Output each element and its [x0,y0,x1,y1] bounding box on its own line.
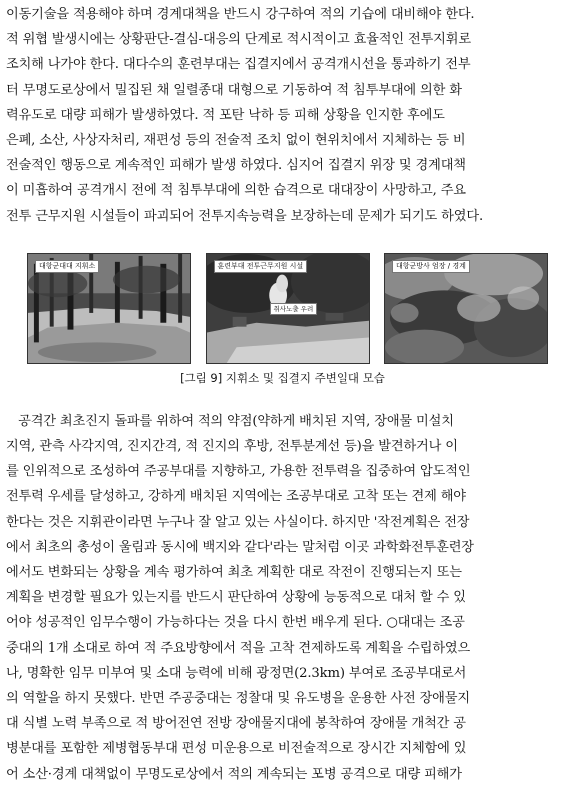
photo-label: 훈련부대 전투근무지원 시설 [214,260,308,273]
text-line: 적 위협 발생시에는 상황판단-결심-대응의 단계로 적시적이고 효율적인 전투지휘로 [6,32,471,48]
photo-sublabel: 취사노출 우려 [270,303,318,315]
figure-9 [6,253,559,364]
text-line: 이 미흡하여 공격개시 전에 적 침투부대에 의한 습격으로 대대장이 사망하고, 주요 [6,183,466,199]
photo-label: 대항군대대 지휘소 [35,260,99,273]
text-line: 조치해 나가야 한다. 대다수의 훈련부대는 집결지에서 공격개시선을 통과하기 전부 [6,57,471,73]
photo-label: 대항군방사 엄장 / 경계 [392,260,470,273]
photo-camouflage-guard [384,253,548,364]
text-line: 의 역할을 하지 못했다. 반면 주공중대는 정찰대 및 유도병을 운용한 사전 장애물지 [6,691,470,707]
text-line: 대 식별 노력 부족으로 적 방어전연 전방 장애물지대에 봉착하여 장애물 개척간 공 [6,716,466,732]
text-line: 터 무명도로상에서 밀집된 채 일렬종대 대형으로 기동하여 적 침투부대에 의한 화 [6,82,462,98]
text-line: 를 인위적으로 조성하여 주공부대를 지향하고, 가용한 전투력을 집중하여 압도적인 [6,464,471,480]
paragraph-1 [6,2,559,229]
text-line: 력유도로 대량 피해가 발생하였다. 적 포탄 낙하 등 피해 상황을 인지한 후에도 [6,107,445,123]
figure-caption: [그림 9] 지휘소 및 집결지 주변일대 모습 [180,370,385,385]
text-line: 전술적인 행동으로 계속적인 피해가 발생 하였다. 심지어 집결지 위장 및 경계대책 [6,158,466,174]
text-line: 이동기술을 적용해야 하며 경계대책을 반드시 강구하여 적의 기습에 대비해야 한다. [6,7,475,22]
photo-support-facility [206,253,370,364]
text-line: 은폐, 소산, 사상자처리, 재편성 등의 전술적 조치 없이 현위치에서 지체하는 등 비 [6,133,466,149]
text-line: 어 소산·경계 대책없이 무명도로상에서 적의 계속되는 포병 공격으로 대량 피해가 [6,766,462,782]
text-line: 어야 성공적인 임무수행이 가능하다는 것을 다시 한번 배우게 된다. ○대대는 조공 [6,615,465,631]
text-line: 공격간 최초진지 돌파를 위하여 적의 약점(약하게 배치된 지역, 장애물 미설치 [6,413,454,429]
text-line: 병분대를 포함한 제병협동부대 편성 미운용으로 비전술적으로 장시간 지체함에 있 [6,741,467,757]
photo-command-post [27,253,191,364]
text-line: 전투력 우세를 달성하고, 강하게 배치된 지역에는 조공부대로 고착 또는 견제 해야 [6,489,466,505]
text-line: 지역, 관측 사각지역, 진지간격, 적 진지의 후방, 전투분계선 등)을 발견하거나 이 [6,439,458,455]
text-line: 나, 명확한 임무 미부여 및 소대 능력에 비해 광정면(2.3km) 부여로 조공부대로서 [6,665,467,681]
text-line: 중대의 1개 소대로 하여 적 주요방향에서 적을 고착 견제하도록 계획을 수립하였으 [6,640,471,656]
paragraph-2 [6,409,559,787]
text-line: 전투 근무지원 시설들이 파괴되어 전투지속능력을 보장하는데 문제가 되기도 하였다. [6,208,483,224]
text-line: 에서도 변화되는 상황을 계속 평가하여 최초 계획한 대로 작전이 진행되는지 또는 [6,565,462,581]
text-line: 에서 최초의 총성이 울림과 동시에 백지와 같다'라는 말처럼 이곳 과학화전투훈련장 [6,539,474,555]
text-line: 계획을 변경할 필요가 있는지를 반드시 판단하여 상황에 능동적으로 대처 할 수 있 [6,590,466,606]
text-line: 한다는 것은 지휘관이라면 누구나 잘 알고 있는 사실이다. 하지만 '작전계획은 전장 [6,514,470,530]
